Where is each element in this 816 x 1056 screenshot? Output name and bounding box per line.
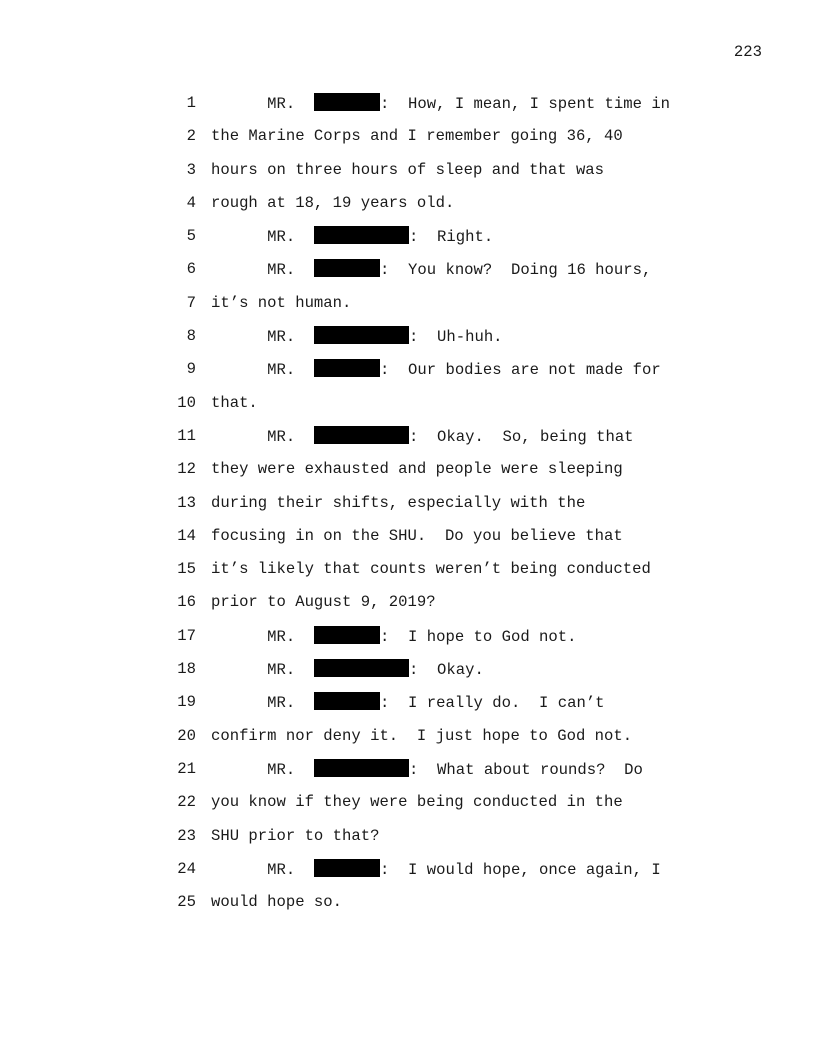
transcript-line [0,359,816,392]
spoken-text: prior to August 9, 2019? [211,593,436,612]
speaker-gap [295,228,314,246]
paragraph-indent [211,428,267,446]
transcript-line [0,826,816,859]
line-number: 16 [177,593,196,612]
line-text [211,126,623,147]
line-number: 25 [177,893,196,912]
redacted-name-box [314,226,409,244]
line-text [211,792,623,813]
spoken-text: : I would hope, once again, I [379,860,661,879]
transcript-line [0,226,816,259]
speaker-gap [295,861,314,879]
redacted-name-box [314,426,409,444]
line-number: 1 [186,94,196,112]
line-text [211,359,661,381]
line-number: 19 [177,693,196,712]
line-number: 14 [177,526,196,545]
line-text [211,759,643,781]
spoken-text: : Okay. So, being that [408,427,634,446]
redacted-name-box [314,626,380,644]
transcript-body [0,93,816,925]
speaker-title: MR. [267,228,296,247]
line-text [211,659,484,681]
line-text [211,426,634,448]
spoken-text: SHU prior to that? [211,826,380,845]
transcript-line [0,892,816,925]
line-text [211,892,342,913]
transcript-line [0,726,816,759]
line-number: 3 [186,160,196,179]
line-number: 9 [186,360,196,379]
transcript-line [0,259,816,292]
spoken-text: the Marine Corps and I remember going 36, 40 [211,127,623,146]
paragraph-indent [211,628,267,646]
paragraph-indent [211,328,267,346]
line-number: 4 [186,193,196,212]
spoken-text: : I hope to God not. [379,627,577,646]
redacted-name-box [314,326,409,344]
line-number: 18 [177,660,196,679]
redacted-name-box [314,692,380,710]
speaker-gap [295,261,314,279]
speaker-gap [295,628,314,646]
transcript-line [0,526,816,559]
line-number: 23 [177,826,196,845]
line-text [211,493,585,514]
line-text [211,293,351,314]
line-number: 12 [177,460,196,479]
spoken-text: during their shifts, especially with the [211,493,586,512]
speaker-title: MR. [267,661,296,680]
spoken-text: rough at 18, 19 years old. [211,193,455,212]
speaker-gap [295,694,314,712]
line-number: 11 [177,426,196,445]
spoken-text: : Uh-huh. [408,328,503,347]
redacted-name-box [314,259,380,277]
transcript-line [0,559,816,592]
line-text [211,859,661,881]
transcript-line [0,459,816,492]
spoken-text: : You know? Doing 16 hours, [379,261,652,280]
transcript-line [0,293,816,326]
spoken-text: hours on three hours of sleep and that was [211,160,605,179]
line-number: 13 [177,493,196,512]
paragraph-indent [211,95,267,113]
line-number: 8 [186,327,196,346]
transcript-line [0,859,816,892]
speaker-gap [295,361,314,379]
spoken-text: that. [211,393,258,412]
spoken-text: they were exhausted and people were sleeping [211,460,623,479]
line-text [211,259,651,281]
line-text [211,626,576,648]
line-text [211,393,258,414]
page-number: 223 [733,43,762,61]
spoken-text: : Okay. [408,661,484,680]
redacted-name-box [314,659,409,677]
spoken-text: : Our bodies are not made for [379,361,661,380]
line-text [211,193,454,214]
speaker-gap [295,428,314,446]
transcript-line [0,792,816,825]
redacted-name-box [314,93,380,111]
spoken-text: you know if they were being conducted in the [211,793,623,812]
line-text [211,726,632,747]
speaker-gap [295,761,314,779]
line-number: 15 [177,560,196,579]
line-number: 24 [177,859,196,878]
speaker-title: MR. [267,95,296,113]
paragraph-indent [211,761,267,779]
line-text [211,559,651,580]
line-number: 22 [177,793,196,812]
speaker-gap [295,328,314,346]
spoken-text: : What about rounds? Do [408,760,643,779]
line-number: 21 [177,759,196,778]
spoken-text: : How, I mean, I spent time in [379,95,671,113]
redacted-name-box [314,359,380,377]
line-text [211,93,670,115]
speaker-title: MR. [267,427,296,446]
transcript-line [0,160,816,193]
line-number: 5 [186,227,196,246]
spoken-text: would hope so. [211,893,343,912]
speaker-title: MR. [267,694,296,713]
transcript-line [0,93,816,126]
paragraph-indent [211,861,267,879]
speaker-title: MR. [267,760,296,779]
transcript-line [0,626,816,659]
transcript-line [0,393,816,426]
spoken-text: focusing in on the SHU. Do you believe that [211,526,623,545]
speaker-title: MR. [267,328,296,347]
transcript-line [0,326,816,359]
transcript-line [0,759,816,792]
line-number: 6 [186,260,196,279]
line-text [211,692,605,714]
line-text [211,826,379,847]
transcript-line [0,193,816,226]
paragraph-indent [211,228,267,246]
line-text [211,226,493,248]
transcript-line [0,426,816,459]
transcript-line [0,592,816,625]
line-text [211,526,623,547]
redacted-name-box [314,859,380,877]
paragraph-indent [211,661,267,679]
paragraph-indent [211,361,267,379]
line-text [211,459,623,480]
speaker-title: MR. [267,361,296,380]
transcript-line [0,493,816,526]
transcript-line [0,126,816,159]
line-number: 10 [177,393,196,412]
redacted-name-box [314,759,409,777]
speaker-gap [295,661,314,679]
line-number: 20 [177,726,196,745]
speaker-gap [295,95,314,113]
speaker-title: MR. [267,860,296,879]
paragraph-indent [211,261,267,279]
line-text [211,326,503,348]
spoken-text: it’s not human. [211,293,352,312]
line-text [211,160,604,181]
spoken-text: : I really do. I can’t [379,694,605,713]
line-number: 2 [186,127,196,146]
transcript-line [0,692,816,725]
line-text [211,592,436,613]
spoken-text: it’s likely that counts weren’t being conducted [211,560,651,579]
spoken-text: : Right. [408,228,494,247]
line-number: 7 [186,293,196,312]
line-number: 17 [177,626,196,645]
transcript-line [0,659,816,692]
paragraph-indent [211,694,267,712]
spoken-text: confirm nor deny it. I just hope to God not. [211,726,633,745]
speaker-title: MR. [267,627,296,646]
speaker-title: MR. [267,261,296,280]
